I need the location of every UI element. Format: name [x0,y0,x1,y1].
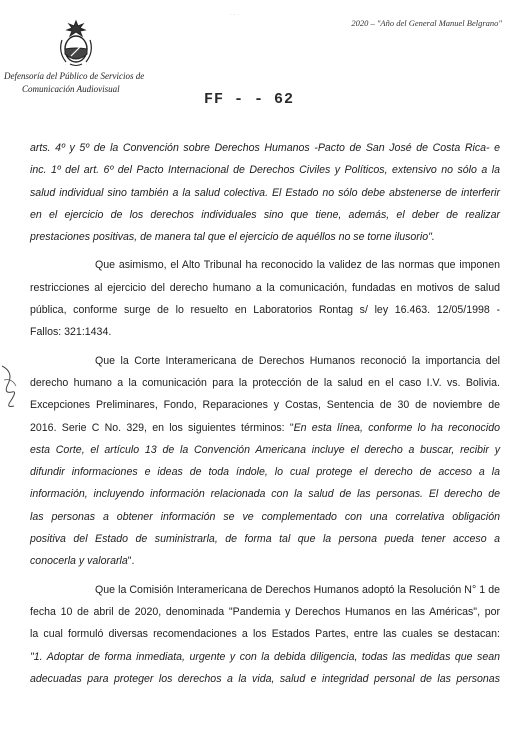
text-line: Que asimismo, el Alto Tribunal ha reconocido la validez de las normas que imponen [95,259,500,272]
text-line: restricciones al ejercicio del derecho humano a la comunicación, fundadas en motivos de salud [30,281,500,294]
paragraph-4 [30,579,500,690]
text-line: las personas a obtener información se ve complementado con una correlativa obligación [30,510,500,523]
text-line: información, incluyendo información relacionada con la salud de las personas. El derecho de [30,488,500,501]
quote-run: En esta línea, conforme lo ha reconocido [293,421,500,434]
text-line: en el ejercicio de los derechos individuales sino que tiene, además, el deber de realizar [30,208,500,221]
text-line: Fallos: 321:1434. [30,326,112,339]
paragraph-2 [30,254,500,343]
text-run: ". [127,555,135,568]
text-line: fecha 10 de abril de 2020, denominada "Pandemia y Derechos Humanos en las Américas", por [30,605,500,618]
text-line: Que la Comisión Interamericana de Derechos Humanos adoptó la Resolución N° 1 de [95,583,500,596]
text-line: "1. Adoptar de forma inmediata, urgente y con la debida diligencia, todas las medidas que sean [30,650,500,663]
text-line: derecho humano a la comunicación para la protección de la salud en el caso I.V. vs. Bolivia. [30,376,500,389]
text-line: prestaciones positivas, de manera tal que el ejercicio de aquéllos no se torne ilusorio". [30,231,435,244]
text-line [30,417,500,439]
document-body [30,137,500,696]
text-line: Excepciones Preliminares, Fondo, Reparaciones y Costas, Sentencia de 30 de noviembre de [30,399,500,412]
coat-of-arms-icon [56,18,96,68]
quote-run: conocerla y valorarla [30,555,128,568]
year-motto: 2020 – "Año del General Manuel Belgrano" [351,18,502,28]
org-name-line2: Comunicación Audiovisual [22,84,120,94]
org-name [4,70,184,96]
text-line [30,550,500,572]
margin-signature-icon [0,362,22,410]
folio-stamp: FF - - 62 [204,91,295,108]
text-line: Que la Corte Interamericana de Derechos Humanos reconoció la importancia del [95,354,500,367]
text-line: adecuadas para proteger los derechos a la vida, salud e integridad personal de las personas [30,672,500,685]
text-line: arts. 4º y 5º de la Convención sobre Derechos Humanos -Pacto de San José de Costa Rica- e [30,142,500,154]
text-line: esta Corte, el artículo 13 de la Convención Americana incluye el derecho a buscar, recibir y [30,443,500,456]
scan-mark: · · · [230,12,240,18]
text-line: inc. 1º del art. 6º del Pacto Internacional de Derechos Civiles y Políticos, extensivo no sólo a la [30,164,500,177]
text-run: 2016. Serie C No. 329, en los siguientes términos: " [30,421,294,434]
text-line: difundir informaciones e ideas de toda índole, lo cual protege el derecho de acceso a la [30,466,500,479]
text-line: pública, conforme surge de lo resuelto en Laboratorios Rontag s/ ley 16.463. 12/05/1998 - [30,304,500,317]
paragraph-3 [30,350,500,573]
text-line: la cual formuló diversas recomendaciones a los Estados Partes, entre las cuales se destacan: [30,628,500,641]
org-name-line1: Defensoría del Público de Servicios de [4,71,145,81]
text-line: salud individual sino también a la salud colectiva. El Estado no sólo debe abstenerse de interferir [30,186,500,199]
text-line: positiva del Estado de suministrarla, de forma tal que la persona pueda tener acceso a [30,533,500,546]
paragraph-1 [30,137,500,248]
